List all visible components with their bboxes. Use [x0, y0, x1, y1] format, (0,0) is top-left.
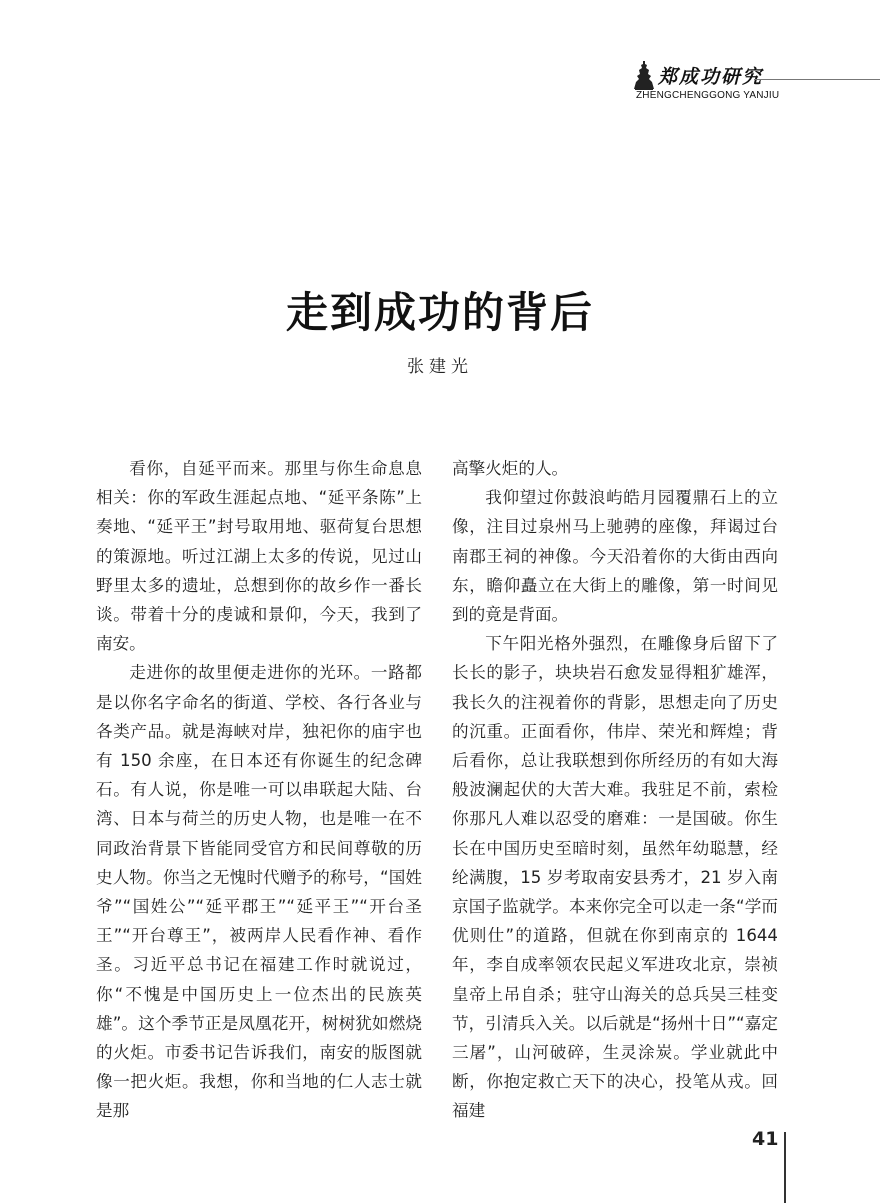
article-author: 张建光 [407, 357, 473, 377]
paragraph: 走进你的故里便走进你的光环。一路都是以你名字命名的街道、学校、各行各业与各类产品。就是海峡对岸，独祀你的庙宇也有 150 余座，在日本还有你诞生的纪念碑石。有人说，你是唯一可以串联起大陆、台湾、日本与荷兰的历史人物，也是唯一在不同政治背景下皆能同受官方和民间尊敬的历史人物。你当之无愧时代赠予的称号，“国姓爷”“国姓公”“延平郡王”“延平王”“开台圣王”“开台尊王”，被两岸人民看作神、看作圣。习近平总书记在福建工作时就说过，你“不愧是中国历史上一位杰出的民族英雄”。这个季节正是凤凰花开，树树犹如燃烧的火炬。市委书记告诉我们，南安的版图就像一把火炬。我想，你和当地的仁人志士就是那 [96, 663, 422, 1121]
header-rule [754, 79, 880, 80]
paragraph: 我仰望过你鼓浪屿皓月园覆鼎石上的立像，注目过泉州马上驰骋的座像，拜谒过台南郡王祠的神像。今天沿着你的大街由西向东，瞻仰矗立在大街上的雕像，第一时间见到的竟是背面。 [452, 488, 778, 625]
body-column-left [96, 454, 422, 1126]
running-header [628, 52, 880, 112]
body-column-right [452, 454, 778, 1126]
paragraph: 看你，自延平而来。那里与你生命息息相关：你的军政生涯起点地、“延平条陈”上奏地、“延平王”封号取用地、驱荷复台思想的策源地。听过江湖上太多的传说，见过山野里太多的遗址，总想到你的故乡作一番长谈。带着十分的虔诚和景仰，今天，我到了南安。 [96, 459, 422, 654]
page-number-rule [784, 1132, 786, 1203]
journal-title-en: ZHENGCHENGGONG YANJIU [636, 90, 780, 101]
statue-silhouette-icon [632, 60, 656, 90]
article-title: 走到成功的背后 [285, 288, 594, 337]
journal-title-cn: 郑成功研究 [658, 66, 764, 88]
page-number: 41 [752, 1128, 779, 1150]
paragraph: 下午阳光格外强烈，在雕像身后留下了长长的影子，块块岩石愈发显得粗犷雄浑，我长久的注视着你的背影，思想走向了历史的沉重。正面看你，伟岸、荣光和辉煌；背后看你，总让我联想到你所经历的有如大海般波澜起伏的大苦大难。我驻足不前，索检你那凡人难以忍受的磨难：一是国破。你生长在中国历史至暗时刻，虽然年幼聪慧，经纶满腹，15 岁考取南安县秀才，21 岁入南京国子监就学。本来你完全可以走一条“学而优则仕”的道路，但就在你到南京的 1644 年，李自成率领农民起义军进攻北京，崇祯皇帝上吊自杀；驻守山海关的总兵吴三桂变节，引清兵入关。以后就是“扬州十日”“嘉定三屠”，山河破碎，生灵涂炭。学业就此中断，你抱定救亡天下的决心，投笔从戎。回福建 [452, 634, 778, 1121]
paragraph-continuation: 高擎火炬的人。 [452, 459, 569, 478]
